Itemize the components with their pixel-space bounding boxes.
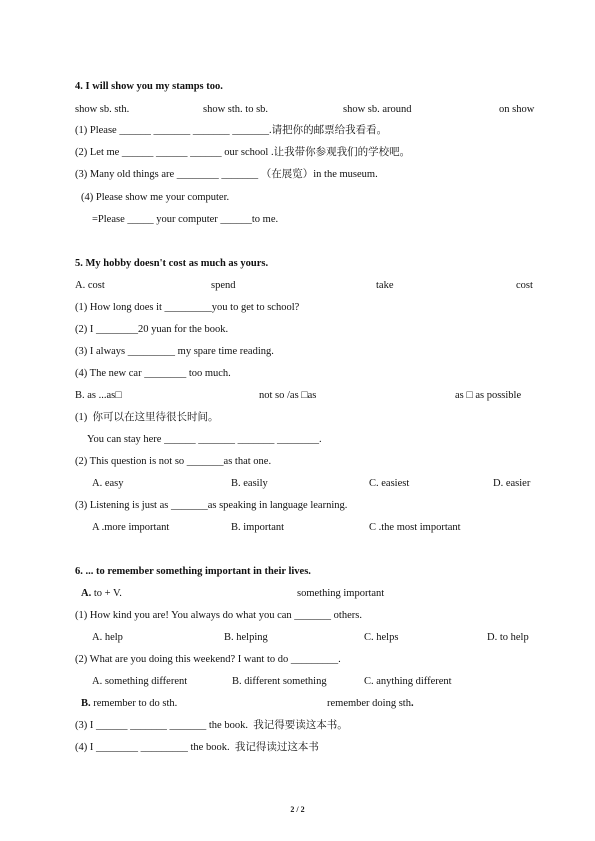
section-5-patterns [0, 389, 595, 403]
s6-q3-text: (3) I ______ _______ _______ the book. 我记得要读这本书。 [75, 720, 348, 731]
section-4-phrases [0, 103, 595, 117]
s6-part-b-right-period: . [410, 698, 414, 709]
s5-b-question-3 [0, 499, 595, 513]
s4-question-4-rewrite [0, 213, 595, 227]
option-a: A. something different [92, 676, 188, 687]
option-d: D. easier [493, 478, 531, 489]
s6-part-b [0, 697, 595, 711]
section-5-heading-line [0, 257, 595, 271]
s6-part-a-rule [81, 587, 122, 601]
option-a: A. easy [92, 478, 124, 489]
option-b: B. important [231, 522, 285, 533]
s6-question-4 [0, 741, 595, 755]
option-c: C .the most important [369, 522, 461, 533]
s4-q4-text: (4) Please show me your computer. [81, 192, 230, 203]
s5-b-question-1 [0, 411, 595, 425]
s4-q3-text: (3) Many old things are ________ _______ （在展览）in the museum. [75, 169, 378, 180]
s6-q4-text: (4) I ________ _________ the book. 我记得读过这本书 [75, 742, 319, 753]
pattern-3: as □ as possible [455, 390, 522, 401]
option-b: B. different something [232, 676, 327, 687]
s5-b1b-text: You can stay here ______ _______ _______ ________. [87, 434, 322, 445]
s6-part-b-label: B. [81, 698, 91, 709]
word-2: spend [211, 280, 236, 291]
s6-q1-text: (1) How kind you are! You always do what you can _______ others. [75, 610, 362, 621]
option-c: C. anything different [364, 676, 452, 687]
pattern-1: B. as ...as□ [75, 390, 122, 401]
s5-b1-text: (1) 你可以在这里待很长时间。 [75, 412, 219, 423]
s5-question-2 [0, 323, 595, 337]
s6-q1-options [0, 631, 595, 645]
phrase-4: on show [499, 104, 535, 115]
s6-q2-text: (2) What are you doing this weekend? I want to do _________. [75, 654, 341, 665]
section-5-words [0, 279, 595, 293]
s6-part-a-text: to + V. [91, 588, 122, 599]
s6-question-3 [0, 719, 595, 733]
option-c: C. helps [364, 632, 399, 643]
word-3: take [376, 280, 394, 291]
s5-b-question-1-english [0, 433, 595, 447]
s4-question-1 [0, 124, 595, 138]
s5-b-question-2 [0, 455, 595, 469]
pattern-2: not so /as □as [259, 390, 317, 401]
option-d: D. to help [487, 632, 529, 643]
s5-b2-options [0, 477, 595, 491]
s6-part-b-right [327, 697, 414, 711]
phrase-2: show sth. to sb. [203, 104, 269, 115]
s6-question-2 [0, 653, 595, 667]
s5-q4-text: (4) The new car ________ too much. [75, 368, 231, 379]
s5-b2-text: (2) This question is not so _______as that one. [75, 456, 272, 467]
s5-q1-text: (1) How long does it _________you to get to school? [75, 302, 300, 313]
word-1: A. cost [75, 280, 105, 291]
s4-question-3 [0, 168, 595, 182]
section-6-heading: 6. ... to remember something important in their lives. [75, 566, 311, 577]
s5-q3-text: (3) I always _________ my spare time reading. [75, 346, 274, 357]
s6-part-a [0, 587, 595, 601]
option-c: C. easiest [369, 478, 410, 489]
s6-part-a-right: something important [297, 588, 385, 599]
page-number: 2 / 2 [290, 805, 305, 814]
s5-q2-text: (2) I ________20 yuan for the book. [75, 324, 229, 335]
section-4-heading-line [0, 80, 595, 94]
s5-question-1 [0, 301, 595, 315]
option-b: B. easily [231, 478, 268, 489]
phrase-3: show sb. around [343, 104, 412, 115]
option-a: A. help [92, 632, 123, 643]
s5-b3-options [0, 521, 595, 535]
s5-question-4 [0, 367, 595, 381]
s4-q2-text: (2) Let me ______ ______ ______ our school .让我带你参观我们的学校吧。 [75, 147, 411, 158]
s4-q4b-text: =Please _____ your computer ______to me. [92, 214, 279, 225]
section-5-heading: 5. My hobby doesn't cost as much as yours. [75, 258, 269, 269]
s6-part-a-label: A. [81, 588, 92, 599]
s6-part-b-right-text: remember doing sth [327, 698, 411, 709]
s5-b3-text: (3) Listening is just as _______as speaking in language learning. [75, 500, 348, 511]
section-6-heading-line [0, 565, 595, 579]
s4-question-4 [0, 191, 595, 205]
s5-question-3 [0, 345, 595, 359]
word-4: cost [516, 280, 533, 291]
phrase-1: show sb. sth. [75, 104, 130, 115]
s4-question-2 [0, 146, 595, 160]
option-b: B. helping [224, 632, 268, 643]
s6-part-b-rule [81, 697, 177, 711]
option-a: A .more important [92, 522, 170, 533]
s6-q2-options [0, 675, 595, 689]
s4-q1-text: (1) Please ______ _______ _______ _______.请把你的邮票给我看看。 [75, 125, 388, 136]
s6-question-1 [0, 609, 595, 623]
s6-part-b-text: remember to do sth. [90, 698, 178, 709]
section-4-heading: 4. I will show you my stamps too. [75, 81, 223, 92]
